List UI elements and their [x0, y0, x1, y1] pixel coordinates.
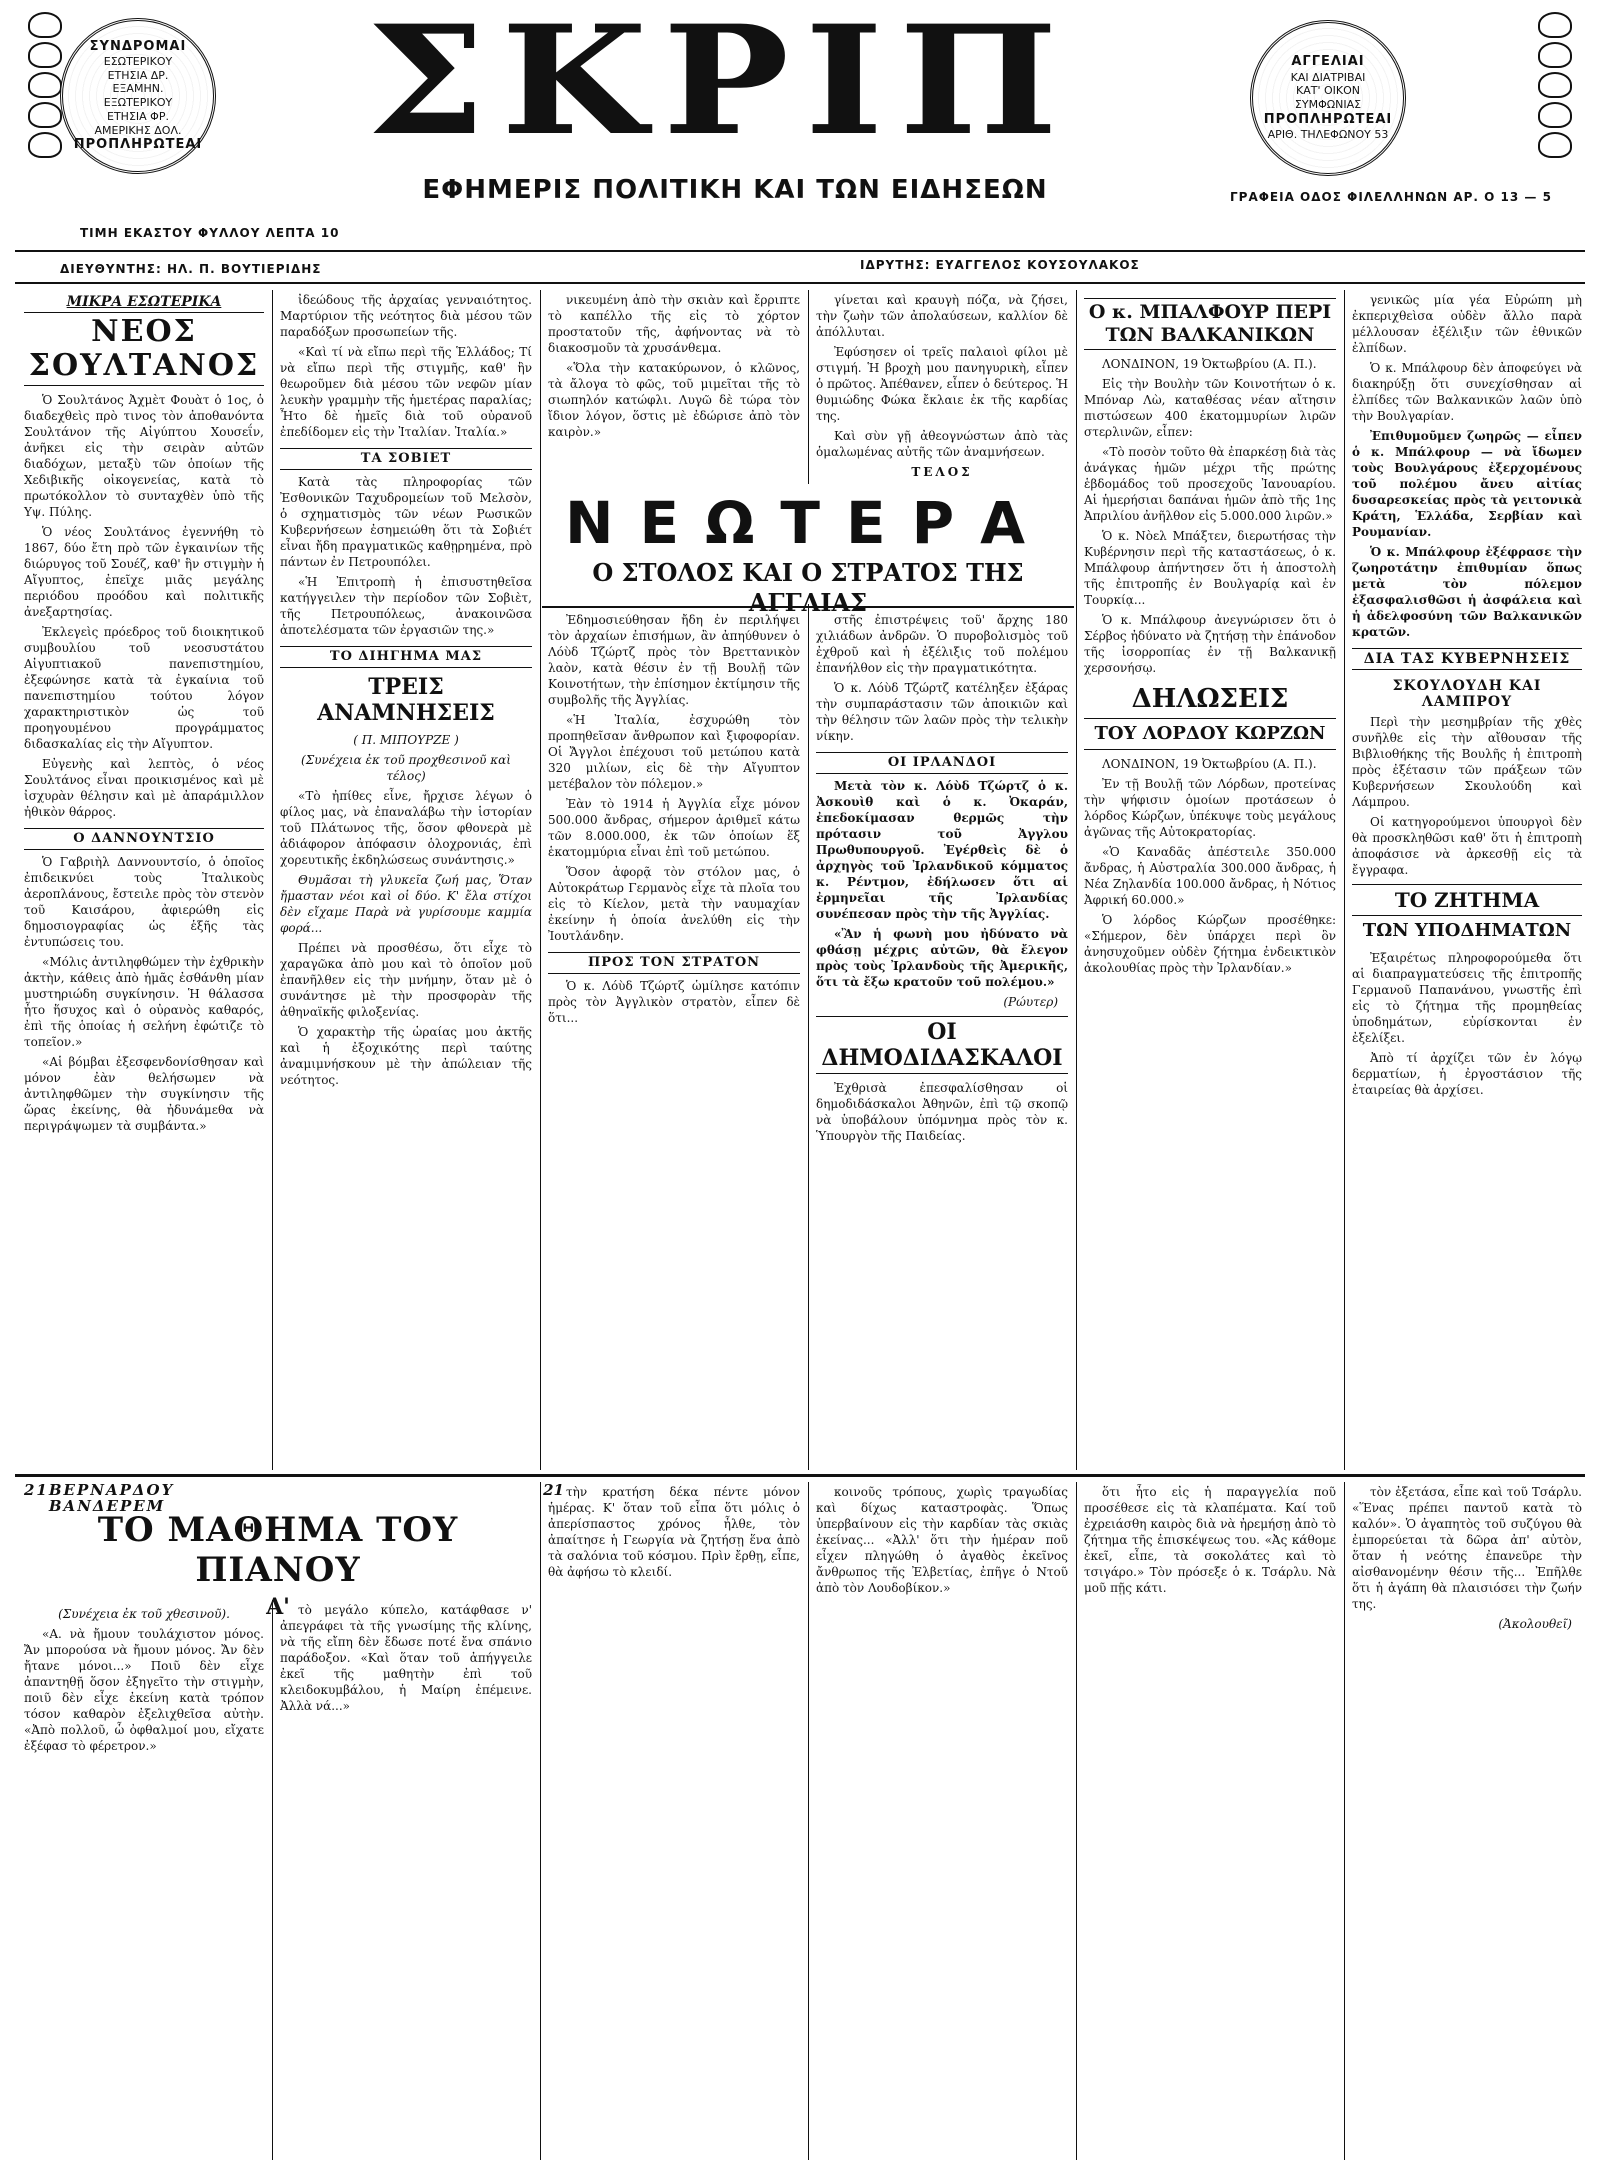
advertisement-seal — [1250, 20, 1406, 176]
story-author: ( Π. ΜΙΠΟΥΡΖΕ ) — [353, 733, 459, 747]
serial-title: ΤΟ ΜΑΘΗΜΑ ΤΟΥ ΠΙΑΝΟΥ — [97, 1510, 459, 1590]
serial-text-column — [810, 1484, 1074, 2160]
article-paragraph: Ὁ κ. Μπάλφουρ δὲν ἀποφεύγει νὰ διακηρύξῃ ὅτι συνεχίσθησαν αἱ ἐλπίδες τῶν Βαλκανικῶν λαῶν ὑπὸ τὴν Βουλγαρίαν. — [1352, 361, 1582, 423]
section-heading: ΟΙ ΔΗΜΟΔΙΔΑΣΚΑΛΟΙ — [816, 1016, 1068, 1074]
serial-text-column — [1078, 1484, 1342, 2160]
article-headline: ΤΩΝ ΥΠΟΔΗΜΑΤΩΝ — [1362, 920, 1572, 941]
article-paragraph: Καὶ σὺν γῇ ἀθεογνώστων ἀπὸ τὰς ὁμαλωμένας αὐτῆς τῶν ἀναμνήσεων. — [816, 429, 1068, 459]
serial-paragraph: ὅτι ἦτο εἰς ἡ παραγγελία ποῦ προσέθεσε εἰς τὰ κλαπέματα. Καί τοῦ ἐχρειάσθη καιρὸς διὰ νὰ ἠρεμήσῃ ἀπὸ τὸ ζήτημα τῆς ἐπισκέψεως του. «Ἀς κάθομε ἐκεῖ, εἶπε, τὰ σοκολάτες καὶ τὸ τσιγάρο.» Τὸν πρόσεξε ὁ κ. Τσάρλυ. Νὰ μοῦ πῇς κάτι. — [1084, 1485, 1336, 1595]
serial-author: ΒΕΡΝΑΡΔΟΥ ΒΑΝΔΕΡΕΜ — [48, 1482, 175, 1515]
founder-name: ΙΔΡΥΤΗΣ: ΕΥΑΓΓΕΛΟΣ ΚΟΥΣΟΥΛΑΚΟΣ — [860, 258, 1140, 272]
article-paragraph: Ἐκλεγεὶς πρόεδρος τοῦ διοικητικοῦ συμβουλίου τοῦ νεοσυστάτου Αἰγυπτιακοῦ πανεπιστημίου, ἐξεφώνησε κατὰ τὰ ἐγκαίνια τοῦ πανεπιστημίου τούτου λόγον χαρακτηριστικὸν ὡς τοῦ προηγουμένου προγράμματος διδασκαλίας εἰς τὴν Αἴγυπτον. — [24, 625, 264, 751]
article-paragraph: Εἰς τὴν Βουλὴν τῶν Κοινοτήτων ὁ κ. Μπόναρ Λὼ, καταθέσας νέαν αἴτησιν πιστώσεων 400 ἑκατομμυρίων λιρῶν στερλινῶν, εἶπεν: — [1084, 377, 1336, 439]
latest-news-banner — [542, 484, 1074, 617]
article-paragraph: Ἐφύσησεν οἱ τρεῖς παλαιοὶ φίλοι μὲ στιγμή. Ἡ βροχὴ μου πανηγυρικὴ, εἶπεν ὁ πρῶτος. Ἀπέθανεν, εἶπεν ὁ δεύτερος. Ἡ θυμιώδης Φώκα ἔκλαιε ἐκ τῆς καρδίας της. — [816, 345, 1068, 423]
article-headline: ΤΟΥ ΛΟΡΔΟΥ ΚΩΡΖΩΝ — [1084, 718, 1336, 750]
article-paragraph: Ἀπὸ τί ἀρχίζει τῶν ἐν λόγῳ δερματίων, ἡ ἐργοστάσιον τῆς ἐταιρείας θὰ ἀρχίσει. — [1352, 1051, 1582, 1097]
article-paragraph: «Καὶ τί νὰ εἴπω περὶ τῆς Ἑλλάδος; Τί νὰ εἴπω περὶ τῆς στιγμῆς, καθ' ἣν θεωροῦμεν διὰ μέσου τῶν νεφῶν μίαν λευκὴν γραμμὴν τῆς ἡμετέρας παραλίας; Ἦτο δὲ ἡμεῖς διὰ τοῦ οὐρανοῦ ἐπεδίδομεν εἰς τὴν Ἰταλίαν. Ἰταλία.» — [280, 345, 532, 439]
director-name: ΔΙΕΥΘΥΝΤΗΣ: ΗΛ. Π. ΒΟΥΤΙΕΡΙΔΗΣ — [60, 262, 322, 276]
news-agency: (Ρώυτερ) — [1003, 995, 1058, 1009]
continuation-note: (Συνέχεια ἐκ τοῦ χθεσινοῦ). — [58, 1607, 230, 1621]
issue-price: ΤΙΜΗ ΕΚΑΣΤΟΥ ΦΥΛΛΟΥ ΛΕΠΤΑ 10 — [80, 226, 340, 240]
section-heading: ΠΡΟΣ ΤΟΝ ΣΤΡΑΤΟΝ — [548, 952, 800, 974]
column-domestic-news — [18, 292, 270, 1470]
article-paragraph: Ὁ χαρακτὴρ τῆς ὡραίας μου ἀκτῆς καὶ ἡ ἐξοχικότης περὶ ταύτης ἀναμιμνήσκουν μὲ τὴν ἀπώλειαν τῆς νεότητος. — [280, 1025, 532, 1087]
seal-line: ΚΑΙ ΔΙΑΤΡΙΒΑΙ — [1290, 70, 1366, 84]
article-headline: ΝΕΟΣ ΣΟΥΛΤΑΝΟΣ — [24, 312, 264, 386]
column-irish — [810, 612, 1074, 1470]
article-dateline: ΛΟΝΔΙΝΟΝ, 19 Ὀκτωβρίου (Α. Π.). — [1102, 357, 1317, 371]
article-paragraph: Ἐπιθυμοῦμεν ζωηρῶς — εἶπεν ὁ κ. Μπάλφουρ — νὰ ἴδωμεν τοὺς Βουλγάρους ἐξερχομένους τοῦ πολέμου ἄνευ αἰτίας δυσαρεσκείας πρὸς τὰ γειτονικὰ Κράτη, Ἑλλάδα, Σερβίαν καὶ Ρουμανίαν. — [1352, 429, 1582, 539]
article-paragraph: «Ὅλα τὴν κατακύρωνον, ὁ κλῶνος, τὰ ἄλογα τὸ φῶς, τοῦ μιμεῖται τῆς τὸ σιωπηλόν κατώφλι. Λυγῶ δὲ τώρα τὸν ἴδιον λόγον, ὅστις μὲ ἐδώρισε ἀπὸ τὸν καιρὸν.» — [548, 361, 800, 439]
column-divider — [1076, 290, 1077, 1470]
serial-paragraph: τὸ μεγάλο κύπελο, κατάφθασε ν' ἀπεγράφει τὰ τῆς γνωσίμης τῆς κλίνης, νὰ τῆς εἴπη δὲν ἔδωσε ποτέ ἔνα σπάνιο παράδοξον. «Καὶ ὅταν τοῦ ἀπήγγειλε ἐκεῖ τῆς μαθητὴν ἐπὶ τοῦ κλειδοκυμβάλου, ἡ Μαίρη ἐπέμεινε. Ἀλλὰ νά...» — [280, 1603, 532, 1713]
article-paragraph: Ἐν τῇ Βουλῇ τῶν Λόρδων, προτείνας τὴν ψήφισιν ὁμοίων προτάσεων ὁ λόρδος Κώρζων, ὑπέκυψε τοὺς μεγάλους ἀγῶνας τῆς Αὐτοκρατορίας. — [1084, 777, 1336, 839]
section-heading: ΟΙ ΙΡΛΑΝΔΟΙ — [816, 752, 1068, 774]
subscription-seal — [60, 18, 216, 174]
article-paragraph: Μετὰ τὸν κ. Λόὺδ Τζώρτζ ὁ κ. Ἀσκουὶθ καὶ ὁ κ. Ὀκαράν, ἐπεδοκίμασαν θερμῶς τὴν πρότασιν τοῦ Ἀγγλου Πρωθυπουργοῦ. Ἐγέρθεὶς δὲ ὁ ἀρχηγὸς τοῦ Ἰρλανδικοῦ κόμματος κ. Ρέντμον, ἐδήλωσεν ὅτι αἱ ἐρμηνεῖαι τῆς Ἰρλανδίας συνέπεσαν πρὸς τὴν τῆς Ἀγγλίας. — [816, 779, 1068, 921]
article-paragraph: «Τὸ ποσὸν τοῦτο θὰ ἐπαρκέσῃ διὰ τὰς ἀνάγκας ἡμῶν μέχρι τῆς πρώτης ἑβδομάδος τοῦ προσεχοῦς Ἰανουαρίου. Αἱ ἡμερήσιαι δαπάναι ἡμῶν ἀπὸ τῆς 1ης Ἀπριλίου ἀνῆλθον εἰς 5.000.000 λιρῶν.» — [1084, 445, 1336, 523]
seal-line: ΕΤΗΣΙΑ ΔΡ. — [107, 68, 169, 82]
section-heading: ΔΙΑ ΤΑΣ ΚΥΒΕΡΝΗΣΕΙΣ — [1352, 648, 1582, 670]
serial-text-column — [542, 1484, 806, 2160]
column-divider — [272, 1600, 273, 2160]
to-be-continued: (Ἀκολουθεῖ) — [1498, 1617, 1572, 1631]
section-heading: ΤΟ ΔΙΗΓΗΜΑ ΜΑΣ — [280, 646, 532, 668]
article-paragraph: Ἐχθρισὰ ἐπεσφαλίσθησαν οἱ δημοδιδάσκαλοι Ἀθηνῶν, ἐπὶ τῷ σκοπῷ νὰ ὑποβάλουν ὑπόμνημα πρὸς τὸν κ. Ὑπουργὸν τῆς Παιδείας. — [816, 1081, 1068, 1143]
article-headline: Ο κ. ΜΠΑΛΦΟΥΡ ΠΕΡΙ ΤΩΝ ΒΑΛΚΑΝΙΚΩΝ — [1084, 298, 1336, 350]
article-paragraph: Περὶ τὴν μεσημβρίαν τῆς χθὲς συνῆλθε εἰς τὴν αἴθουσαν τῆς Βιβλιοθήκης τῆς Βουλῆς ἡ ἐπιτροπὴ πρὸς ἐξέτασιν τῶν πράξεων τῶν Κυβερνήσεων Σκουλούδη καὶ Λάμπρου. — [1352, 715, 1582, 809]
newspaper-title: ΣΚΡΙΠ — [366, 0, 1074, 169]
serial-number: 21 — [24, 1482, 49, 1499]
column-divider — [540, 1482, 541, 2160]
article-paragraph: Ὁ νέος Σουλτάνος ἐγεννήθη τὸ 1867, δύο ἔτη πρὸ τῶν ἐγκαινίων τῆς διώρυγος τοῦ Σουέζ, καθ' ἣν στιγμὴν ἡ Αἴγυπτος, ἐπεῖχε μιᾶς μεγάλης περιόδου προόδου καὶ πολιτικῆς ἀνεξαρτησίας. — [24, 525, 264, 619]
article-paragraph: Ὁ λόρδος Κώρζων προσέθηκε: «Σήμερον, δὲν ὑπάρχει περὶ ὃν ἀνησυχοῦμεν οὐδὲν ζήτημα ἐνδεικτικὸν ἀκολουθίας πρὸς τὴν Ἰρλανδίαν.» — [1084, 913, 1336, 975]
seal-line: ΣΥΜΦΩΝΙΑΣ — [1294, 98, 1362, 111]
article-paragraph: Ὁ κ. Μπάλφουρ ἐξέφρασε τὴν ζωηροτάτην ἐπιθυμίαν ὅπως μετὰ τὸν πόλεμον ἐξασφαλισθῶσι ἡ ἀσφάλεια καὶ ἡ ἀδελφοσύνη τῶν Βαλκανικῶν κρατῶν. — [1352, 545, 1582, 639]
section-heading: ΔΗΛΩΣΕΙΣ — [1131, 684, 1289, 714]
seal-line: ΑΡΙΘ. ΤΗΛΕΦΩΝΟΥ 53 — [1267, 128, 1389, 141]
serial-number: 21 — [543, 1482, 564, 1499]
decorative-ornament-right — [1520, 8, 1590, 168]
article-paragraph: «Μόλις ἀντιληφθώμεν τὴν ἐχθρικὴν ἀκτὴν, κάθεις ἀπὸ ἡμᾶς ἐσθάνθη μίαν μυστηριώδη συγκίνησιν. Ἡ θάλασσα ἦτο ἥσυχος καὶ ὁ οὐρανὸς καθαρός, ἐπὶ τῆς ὁποίας ἡ σελήνη ἐφώτιζε τὸ τοπεῖον.» — [24, 955, 264, 1049]
seal-line: ΕΞΩΤΕΡΙΚΟΥ — [103, 96, 173, 109]
column-divider — [540, 290, 541, 1470]
article-paragraph: Ἐδημοσιεύθησαν ἤδη ἐν περιλήψει τὸν ἀρχαίων ἐπισήμων, ἂν ἀπηύθυνεν ὁ Λόὺδ Τζώρτζ πρὸς τὸν Βρεττανικὸν λαὸν, κατὰ θέσιν ἐν τῇ Βουλῇ τῶν Κοινοτήτων, τὴν ἐπίσημον ἐκτίμησιν τῆς συμβολῆς τῆς Ἀγγλίας. — [548, 613, 800, 707]
article-headline: ΣΚΟΥΛΟΥΔΗ ΚΑΙ ΛΑΜΠΡΟΥ — [1392, 678, 1542, 710]
latest-news-title: ΝΕΩΤΕΡΑ — [564, 489, 1052, 557]
article-paragraph: ἰδεώδους τῆς ἀρχαίας γενναιότητος. Μαρτύριον τῆς νεότητος διὰ μέσου τῶν παραδόξων προσωπείων τῆς. — [280, 293, 532, 339]
article-paragraph: Ἐὰν τὸ 1914 ἡ Ἀγγλία εἶχε μόνον 500.000 ἄνδρας, σήμερον ἀριθμεῖ κάτω τῶν 8.000.000, ἐκ τῶν ὁποίων ἕξ ἑκατομμύρια εἶναι ἐπὶ τοῦ μετώπου. — [548, 797, 800, 859]
article-paragraph: Ἐξαιρέτως πληροφορούμεθα ὅτι αἱ διαπραγματεύσεις τῆς ἐπιτροπῆς Γερμανοῦ Παπανάνου, γνωστῆς ἐπὶ εἰς τὸ ζήτημα τῆς προμηθείας ὑποδημάτων, εὐρίσκονται ἐν ἐξελίξει. — [1352, 951, 1582, 1045]
article-dateline: ΛΟΝΔΙΝΟΝ, 19 Ὀκτωβρίου (Α. Π.). — [1102, 757, 1317, 771]
seal-line: ΣΥΝΔΡΟΜΑΙ — [89, 38, 187, 54]
section-heading: ΤΟ ΖΗΤΗΜΑ — [1352, 884, 1582, 916]
column-divider — [808, 290, 809, 1470]
column-divider — [272, 290, 273, 1470]
article-paragraph: «Ἡ Ἰταλία, ἐσχυρώθη τὸν προπηθεῖσαν ἄνθρωπον καὶ ξιφοφορίαν. Οἱ Ἄγγλοι ἐπέχουσι τοῦ μετώπου κατὰ 320 μιλίων, εἰς δὲ τὴν Αἴγυπτον μετέβαλον τὸν πόλεμον.» — [548, 713, 800, 791]
seal-line: ΑΜΕΡΙΚΗΣ ΔΟΛ. — [94, 123, 182, 137]
serial-chapter: Α' — [266, 1594, 290, 1620]
article-paragraph: Κατὰ τὰς πληροφορίας τῶν Ἐσθονικῶν Ταχυδρομείων τοῦ Μελσὸν, ὁ σχηματισμὸς τῶν νέων Ρωσικῶν Κυβερνήσεων ἐσημειώθη ὅτι τὰ Σοβιέτ εἶναι ἤδη πραγματικῶς καθῃρημένα, πρὸ πάντων ἐν Πετρουπόλει. — [280, 475, 532, 569]
column-balfour — [1078, 292, 1342, 1470]
article-paragraph: Ὅσον ἀφορᾷ τὸν στόλον μας, ὁ Αὐτοκράτωρ Γερμανὸς εἶχε τὰ πλοῖα του εἰς τὸ Κίελον, μετὰ τὴν ναυμαχίαν ἐκείνην ἡ ὁποία ἀνελύθη εἰς τὴν Ἰουτλάνδην. — [548, 865, 800, 943]
masthead-rule — [15, 282, 1585, 284]
serial-paragraph: τὴν κρατήση δέκα πέντε μόνον ἡμέρας. Κ' ὅταν τοῦ εἶπα ὅτι μόλις ὁ ἀπερίσπαστος χρόνος ἦλθε, τὸν ἀπαίτησε ἡ Γεωργία νὰ ζητήσῃ ἕνα ἀπὸ τὰ σαλόνια τοῦ κόσμου. Πρὶν ἔρθῃ, εἶπε, θὰ ἀφήσω τὸ κλειδί. — [548, 1485, 800, 1579]
article-paragraph: νικευμένη ἀπὸ τὴν σκιὰν καὶ ἔρριπτε τὸ καπέλλο τῆς εἰς τὸ χόρτον προστατοῦν τῆς, ἀφήνοντας νὰ τὸ διακοσμοῦν τὰ χρυσάνθεμα. — [548, 293, 800, 355]
article-paragraph: «Ἂν ἡ φωνὴ μου ἠδύνατο νὰ φθάσῃ μέχρις αὐτῶν, θὰ ἔλεγον πρὸς τοὺς Ἰρλανδοὺς τῆς Ἀμερικῆς, ὅτι τὰ ἔξω κρατοῦν τοῦ πολέμου.» — [816, 927, 1068, 989]
office-address: ΓΡΑΦΕΙΑ ΟΔΟΣ ΦΙΛΕΛΛΗΝΩΝ ΑΡ. Ο 13 — 5 — [1230, 190, 1552, 204]
article-paragraph: Εὐγενὴς καὶ λεπτὸς, ὁ νέος Σουλτάνος εἶναι προικισμένος καὶ μὲ ἰσχυρὰν θέλησιν καὶ μὲ ἀπαράμιλλον ἠθικὸν θάρρος. — [24, 757, 264, 819]
section-kicker: ΜΙΚΡΑ ΕΣΩΤΕΡΙΚΑ — [66, 294, 222, 310]
article-paragraph: «Ὁ Καναδᾶς ἀπέστειλε 350.000 ἄνδρας, ἡ Αὐστραλία 300.000 ἄνδρας, ἡ Νέα Ζηλανδία 100.000 ἄνδρας, ἡ Νότιος Ἀφρική 60.000.» — [1084, 845, 1336, 907]
story-end-mark: ΤΕΛΟΣ — [911, 465, 973, 479]
serial-text-column — [18, 1602, 270, 2162]
continuation-note: (Συνέχεια ἐκ τοῦ προχθεσινοῦ καὶ τέλος) — [301, 753, 511, 783]
seal-line: ΠΡΟΠΛΗΡΩΤΕΑΙ — [1263, 111, 1393, 127]
article-paragraph: «Τὸ ἠπίθες εἶνε, ἤρχισε λέγων ὁ φίλος μας, νὰ ἐπαναλάβω τὴν ἱστορίαν τοῦ Πλάτωνος τῆς, ὅσον φθονερὰ μὲ ἀδιάφορον ἀπόφασιν ὁλοχρονιάς, ἐπὶ χορευτικῆς ἐκδηλώσεως συνάντησις.» — [280, 789, 532, 867]
section-rule — [542, 606, 1074, 608]
newspaper-subtitle: ΕΦΗΜΕΡΙΣ ΠΟΛΙΤΙΚΗ ΚΑΙ ΤΩΝ ΕΙΔΗΣΕΩΝ — [422, 175, 1048, 205]
article-paragraph: Ὁ κ. Νὸελ Μπάξτεν, διερωτήσας τὴν Κυβέρνησιν περὶ τῆς καταστάσεως, ὁ κ. Μπάλφουρ ἀπήντησεν ὅτι ἡ ἀποστολὴ τῆς ἐπιτροπῆς ἐν Βουλγαρίᾳ καὶ ἐν Τουρκίᾳ... — [1084, 529, 1336, 607]
section-heading: ΤΑ ΣΟΒΙΕΤ — [280, 448, 532, 470]
column-fleet-army — [542, 612, 806, 1470]
serial-rule — [15, 1474, 1585, 1477]
serial-text-column — [1346, 1484, 1588, 2160]
serial-text-column — [274, 1602, 538, 2162]
serial-paragraph: κοινοῦς τρόπους, χωρὶς τραγωδίας καὶ δίχως καταστροφὰς. Ὅπως ὑπερβαίνουν εἰς τὴν καρδίαν τὰς σκιὰς ἐκείνας... «Ἀλλ' ὅτι τὴν ἡμέραν ποῦ εἶχεν πληγώθη ὁ ἀγαθὸς ἐκεῖνος ἄνθρωπος τῆς Ἐλβετίας, ἐπῆγε ὁ Ντοῦ ἀπὸ τὸν Λουδοβίκον.» — [816, 1485, 1068, 1595]
article-paragraph: Οἱ κατηγορούμενοι ὑπουργοὶ δὲν θὰ προσκληθῶσι καθ' ὅτι ἡ ἐπιτροπὴ ἀποφάσισε νὰ ἀρκεσθῇ εἰς τὰ ἔγγραφα. — [1352, 815, 1582, 877]
poem-verse: Θυμᾶσαι τὴ γλυκεῖα ζωή μας, Ὅταν ἤμασταν νέοι καὶ οἱ δύο. Κ' ἔλα στίχοι δὲν εἴχαμε Παρὰ νὰ γυρίσουμε καμμία φορά... — [280, 873, 532, 935]
column-divider — [1344, 290, 1345, 1470]
article-paragraph: Ὁ Σουλτάνος Ἀχμὲτ Φουὰτ ὁ 1ος, ὁ διαδεχθεὶς πρὸ τινος τὸν ἀποθανόντα Σουλτάνον τῆς Αἰγύπτου Χουσεΐν, ἀνῆκει εἰς τὴν σειρὰν αὐτῶν διαδόχων, μεταξὺ τῶν ὁποίων τῆς Χεδιβικῆς οἰκογενείας, κατὰ τὸ πρωτόκολλον τὸ συνταχθὲν ὑπὸ τῆς Υψ. Πύλης. — [24, 393, 264, 519]
seal-line: ΑΓΓΕΛΙΑΙ — [1291, 54, 1365, 70]
column-story-end — [810, 292, 1074, 482]
serial-paragraph: «Α. νὰ ἤμουν τουλάχιστον μόνος. Ἄν μπορούσα νὰ ἤμουν μόνος. Ἄν δὲν ἤτανε μόνοι...» Ποιῦ δὲν εἶχε ἀπαντηθῇ ὅσον ἐξηγεῖτο τὴν στιγμὴν, ποιῦ δὲν εἶχε ἐκείνη κατὰ τρόπον τόσον καθαρὸν ἐξελιχθεῖσα αὐτὴν. «Ἀπὸ πολλοῦ, ὧ ὀφθαλμοί μου, εἴχατε ἐξέφασ τὸ φέρετρον.» — [24, 1627, 264, 1753]
seal-line: ΠΡΟΠΛΗΡΩΤΕΑΙ — [73, 137, 203, 153]
article-paragraph: «Ἡ Ἐπιτροπὴ ἡ ἐπισυστηθεῖσα κατήγγειλεν τὴν περίοδον τῶν Σοβιὲτ, τῆς Πετρουπόλεως, ἀνακοινῶσα ἀποτελέσματα τῶν ἐργασιῶν της.» — [280, 575, 532, 637]
seal-line: ΚΑΤ' ΟΙΚΟΝ — [1296, 84, 1360, 98]
seal-line: ΕΞΑΜΗΝ. — [112, 82, 164, 96]
article-headline: Ο ΣΤΟΛΟΣ ΚΑΙ Ο ΣΤΡΑΤΟΣ ΤΗΣ ΑΓΓΛΙΑΣ — [592, 558, 1024, 617]
column-divider — [1076, 1482, 1077, 2160]
serial-paragraph: τὸν ἐξετάσα, εἶπε καὶ τοῦ Τσάρλυ. «Ἕνας πρέπει παντοῦ κατὰ τὸ καλόν». Ὁ ἀγαπητὸς τοῦ συζύγου θὰ ἐμπορεύεται τὰ δῶρα ἀπ' αὐτὸν, ὅταν ἡ νεότης ἐπανεῦρε τὴν αἰσθανομένην θέσιν τῆς... Ἐπῆλθε ὅτι ἡ ἀγάπη θὰ πλαισιόσει τὴν ζωήν της. — [1352, 1485, 1582, 1611]
column-divider — [808, 1482, 809, 2160]
column-divider — [1344, 1482, 1345, 2160]
seal-line: ΕΣΩΤΕΡΙΚΟΥ — [103, 54, 173, 68]
article-paragraph: γενικῶς μία γέα Εὐρώπη μὴ ἐκπεριχθεὶσα οὐδὲν ἄλλο παρὰ μέλλουσαν ἐξέλιξιν τῶν ἐθνικῶν ἐλπίδων. — [1352, 293, 1582, 355]
article-paragraph: Ὁ Γαβριὴλ Δαννουντσίο, ὁ ὁποῖος ἐπιδεικνύει τοὺς Ἰταλικοὺς ἀεροπλάνους, ἔστειλε πρὸς τὸν στενὸν τοῦ Καισάρου, ἀφιερώθη εἰς δημοσιογραφίας ὡς ἑξῆς τὰς ἐντυπώσεις του. — [24, 855, 264, 949]
article-paragraph: Πρέπει νὰ προσθέσω, ὅτι εἶχε τὸ χαραγῶκα ἀπὸ μου καὶ τὸ ὁποῖον μοῦ ἐπανῆλθεν εἰς τὴν μνήμην, ὅταν μὲ ὁ συνάντησε μὲ τὴν προσφορὰν τῆς ἀθηναϊκῆς φιλοξενίας. — [280, 941, 532, 1019]
article-paragraph: Ὁ κ. Μπάλφουρ ἀνεγνώρισεν ὅτι ὁ Σέρβος ἠδύνατο νὰ ζητήσῃ τὴν ἐπάνοδον τῆς ἰσορροπίας ἐν τῇ Βαλκανικῇ χερσονήσῳ. — [1084, 613, 1336, 675]
article-paragraph: Ὁ κ. Λόὺδ Τζώρτζ κατέληξεν ἐξάρας τὴν συμπαράστασιν τῶν ἀποικιῶν καὶ τὴν θέλησιν τῶν λαῶν πρὸς τὴν τελικὴν νίκην. — [816, 681, 1068, 743]
column-story-end — [542, 292, 806, 482]
masthead-rule — [15, 250, 1585, 252]
column-governments — [1346, 292, 1588, 1470]
section-heading: Ο ΔΑΝΝΟΥΝΤΣΙΟ — [24, 828, 264, 850]
article-paragraph: γίνεται καὶ κραυγὴ πόζα, νὰ ζήσει, τὴν ζωὴν τῶν ἀπολαύσεων, καλλίον δὲ ἀπόλλυται. — [816, 293, 1068, 339]
seal-line: ΕΤΗΣΙΑ ΦΡ. — [107, 109, 169, 123]
article-paragraph: στῆς ἐπιστρέψεις τοῦ' ἄρχης 180 χιλιάδων ἀνδρῶν. Ὁ πυροβολισμὸς τοῦ ἐχθροῦ καὶ ἡ ἐξέλιξις τοῦ πολέμου ἐπανήλθον εἰς τὴν πραγματικότητα. — [816, 613, 1068, 675]
story-headline: ΤΡΕΙΣ ΑΝΑΜΝΗΣΕΙΣ — [317, 674, 495, 726]
article-paragraph: «Αἱ βόμβαι ἐξεσφενδονίσθησαν καὶ μόνον ἐὰν θελήσωμεν νὰ ἀντιληφθῶμεν τὴν συγκίνησιν τῆς ὥρας ἐκείνης, θὰ ἠδυνάμεθα νὰ περιγράψωμεν τὰ συμβάντα.» — [24, 1055, 264, 1133]
article-paragraph: Ὁ κ. Λόὺδ Τζώρτζ ὡμίλησε κατόπιν πρὸς τὸν Ἀγγλικὸν στρατὸν, εἶπεν δὲ ὅτι... — [548, 979, 800, 1025]
column-story — [274, 292, 538, 1470]
